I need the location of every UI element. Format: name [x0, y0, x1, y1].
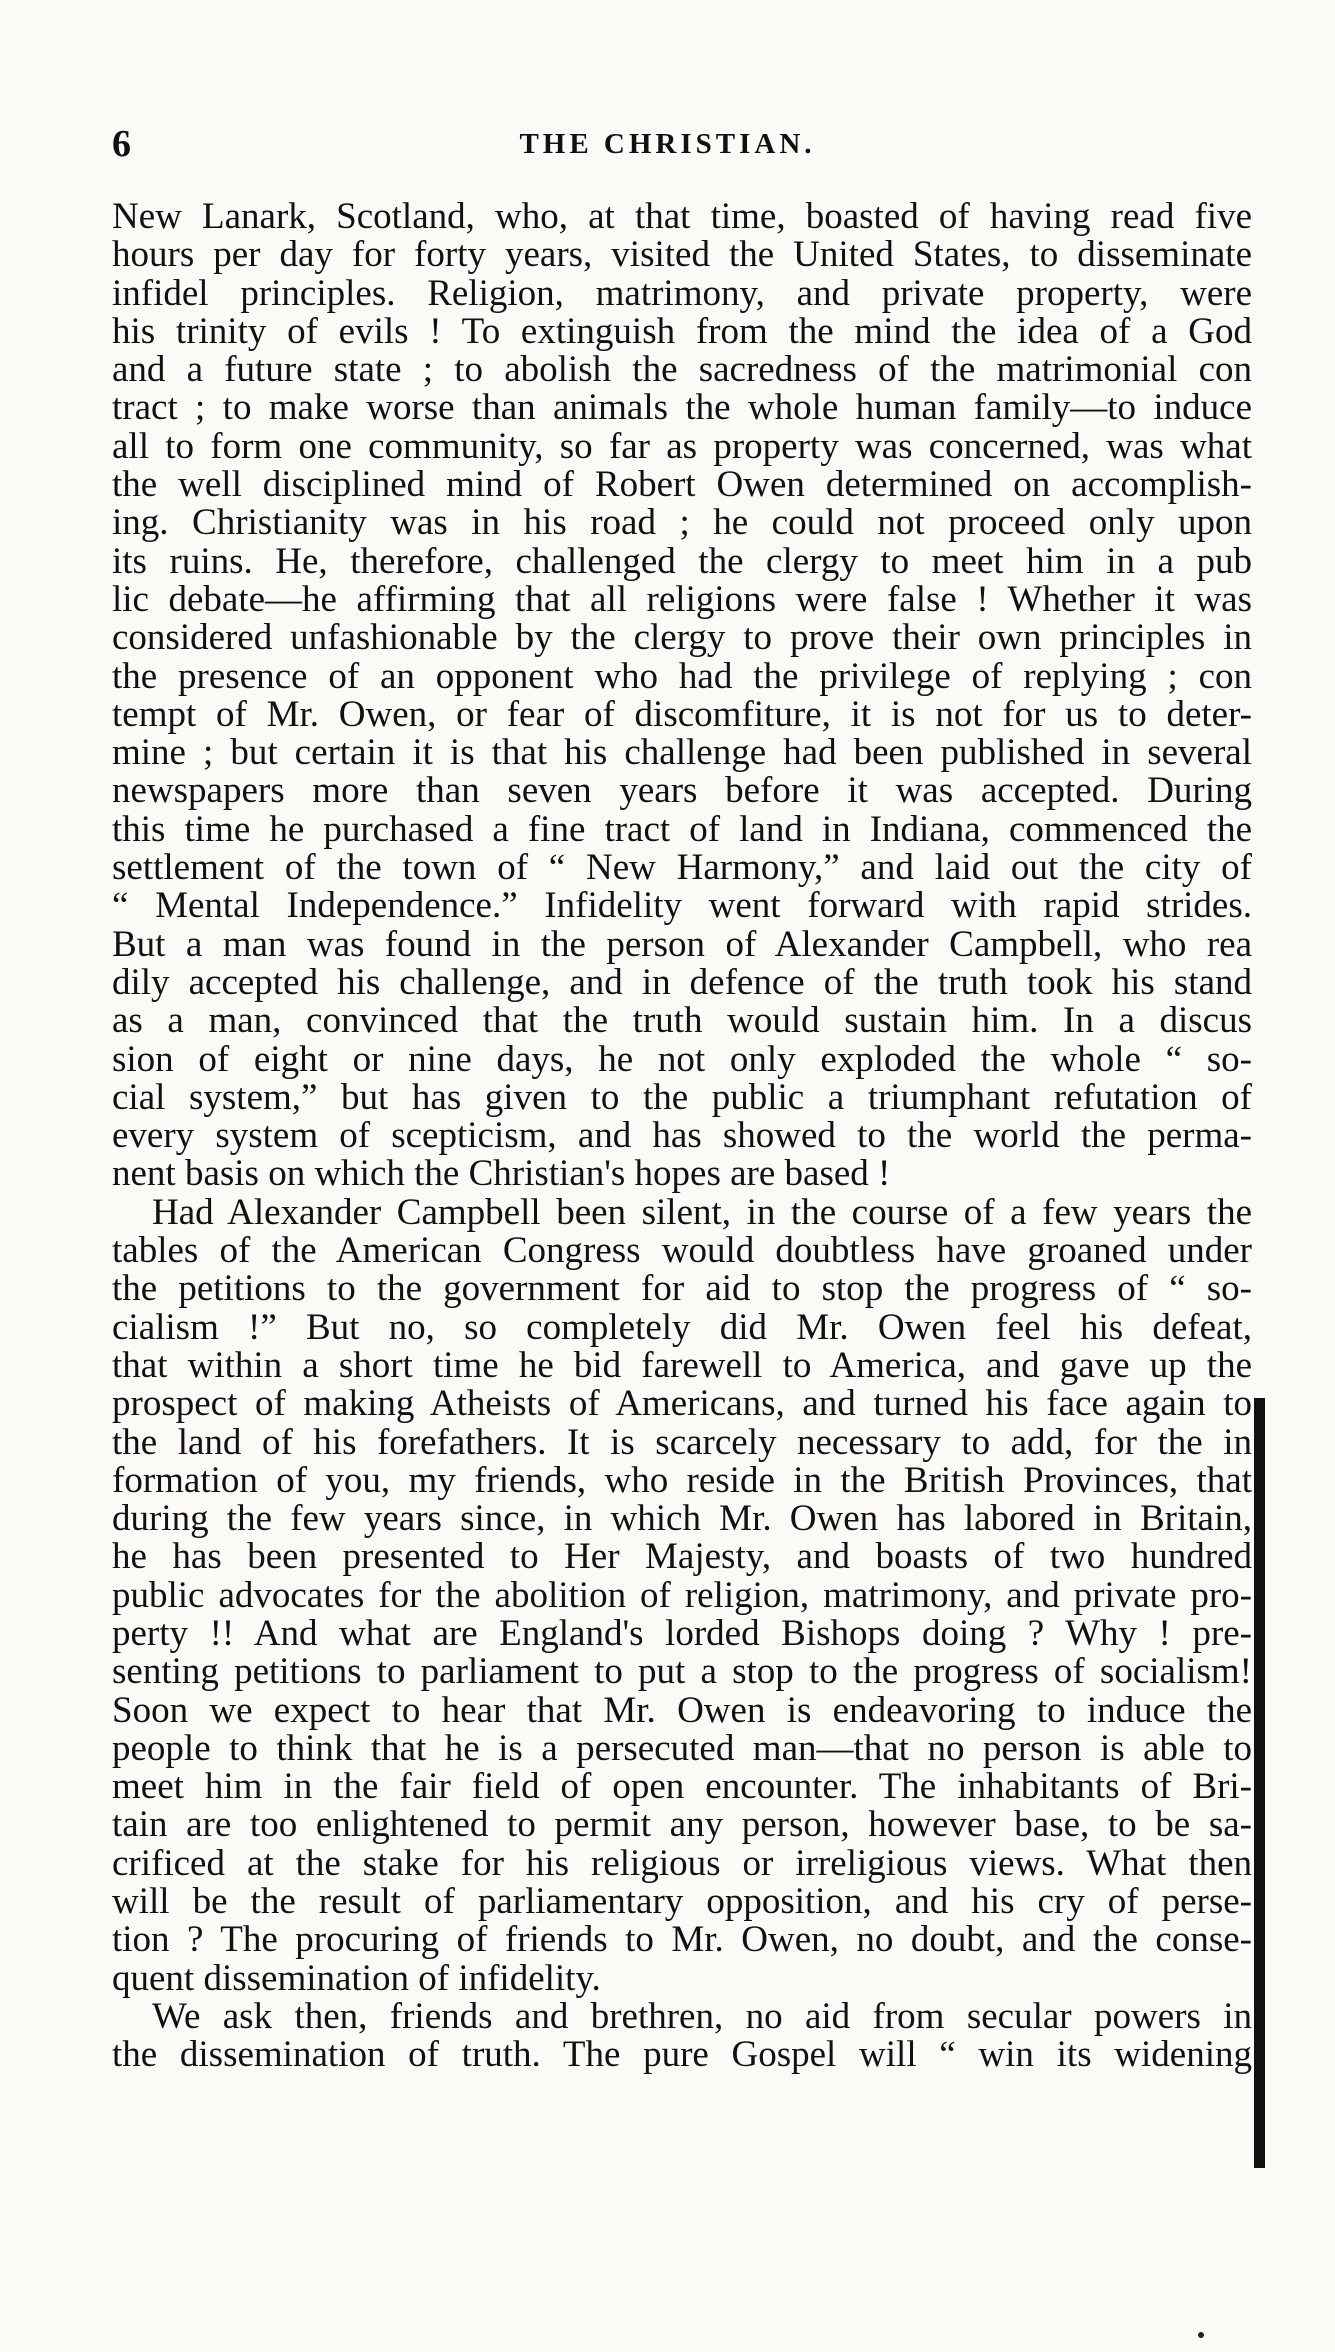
- text-line: mine ; but certain it is that his challenge had been published in several: [112, 732, 1252, 774]
- text-line: meet him in the fair field of open encounter. The inhabitants of Bri-: [112, 1766, 1252, 1808]
- text-line: its ruins. He, therefore, challenged the clergy to meet him in a pub: [112, 540, 1252, 582]
- text-line: nent basis on which the Christian's hopes are based !: [112, 1153, 891, 1195]
- text-line: Soon we expect to hear that Mr. Owen is endeavoring to induce the: [112, 1689, 1252, 1731]
- text-line: public advocates for the abolition of religion, matrimony, and private pro-: [112, 1574, 1252, 1616]
- text-line: tables of the American Congress would doubtless have groaned under: [112, 1230, 1252, 1272]
- text-line: New Lanark, Scotland, who, at that time, boasted of having read five: [112, 196, 1252, 237]
- text-line: his trinity of evils ! To extinguish from the mind the idea of a God: [112, 310, 1252, 352]
- ink-speck: [1198, 2332, 1204, 2338]
- text-line: people to think that he is a persecuted man—that no person is able to: [112, 1727, 1252, 1769]
- text-line: all to form one community, so far as property was concerned, was what: [112, 425, 1252, 467]
- text-line: crificed at the stake for his religious or irreligious views. What then: [112, 1842, 1252, 1884]
- text-line: lic debate—he affirming that all religions were false ! Whether it was: [112, 578, 1252, 620]
- text-line: during the few years since, in which Mr. Owen has labored in Britain,: [112, 1498, 1252, 1540]
- text-line: ing. Christianity was in his road ; he could not proceed only upon: [112, 502, 1252, 544]
- text-line: quent dissemination of infidelity.: [112, 1957, 601, 1999]
- text-line: formation of you, my friends, who reside in the British Provinces, that: [112, 1459, 1252, 1501]
- text-line: the presence of an opponent who had the privilege of replying ; con: [112, 655, 1252, 697]
- text-line: will be the result of parliamentary opposition, and his cry of perse-: [112, 1881, 1252, 1923]
- text-line: infidel principles. Religion, matrimony, and private property, were: [112, 272, 1252, 314]
- text-line: We ask then, friends and brethren, no aid from secular powers in: [152, 1995, 1252, 2037]
- text-line: and a future state ; to abolish the sacredness of the matrimonial con: [112, 349, 1252, 391]
- text-line: cial system,” but has given to the public a triumphant refutation of: [112, 1076, 1252, 1118]
- text-line: tain are too enlightened to permit any person, however base, to be sa-: [112, 1804, 1252, 1846]
- body-text: [112, 198, 1252, 2075]
- text-line: cialism !” But no, so completely did Mr. Owen feel his defeat,: [112, 1306, 1252, 1348]
- text-line: dily accepted his challenge, and in defence of the truth took his stand: [112, 961, 1252, 1003]
- text-line: prospect of making Atheists of Americans, and turned his face again to: [112, 1383, 1252, 1425]
- page-number: 6: [112, 123, 131, 165]
- text-line: the land of his forefathers. It is scarcely necessary to add, for the in: [112, 1421, 1252, 1463]
- text-line: this time he purchased a fine tract of land in Indiana, commenced the: [112, 808, 1252, 850]
- text-line: considered unfashionable by the clergy to prove their own principles in: [112, 617, 1252, 659]
- text-line: settlement of the town of “ New Harmony,” and laid out the city of: [112, 847, 1252, 889]
- text-line: tract ; to make worse than animals the whole human family—to induce: [112, 387, 1252, 429]
- text-line: tion ? The procuring of friends to Mr. Owen, no doubt, and the conse-: [112, 1919, 1252, 1961]
- binding-shadow: [1254, 1398, 1265, 2168]
- text-line: sion of eight or nine days, he not only exploded the whole “ so-: [112, 1038, 1252, 1080]
- text-line: newspapers more than seven years before it was accepted. During: [112, 770, 1252, 812]
- text-line: the well disciplined mind of Robert Owen determined on accomplish-: [112, 464, 1252, 506]
- text-line: But a man was found in the person of Alexander Campbell, who rea: [112, 923, 1252, 965]
- text-line: Had Alexander Campbell been silent, in the course of a few years the: [152, 1191, 1252, 1233]
- text-line: that within a short time he bid farewell to America, and gave up the: [112, 1344, 1252, 1386]
- text-line: senting petitions to parliament to put a stop to the progress of socialism!: [112, 1651, 1252, 1693]
- text-line: perty !! And what are England's lorded Bishops doing ? Why ! pre-: [112, 1612, 1252, 1654]
- text-line: the dissemination of truth. The pure Gospel will “ win its widening: [112, 2034, 1252, 2076]
- running-head: THE CHRISTIAN.: [519, 128, 816, 160]
- text-line: tempt of Mr. Owen, or fear of discomfiture, it is not for us to deter-: [112, 693, 1252, 735]
- text-line: hours per day for forty years, visited the United States, to disseminate: [112, 234, 1252, 276]
- text-line: as a man, convinced that the truth would sustain him. In a discus: [112, 1000, 1252, 1042]
- text-line: every system of scepticism, and has showed to the world the perma-: [112, 1115, 1252, 1157]
- text-line: “ Mental Independence.” Infidelity went forward with rapid strides.: [112, 885, 1252, 927]
- text-line: the petitions to the government for aid to stop the progress of “ so-: [112, 1268, 1252, 1310]
- text-line: he has been presented to Her Majesty, and boasts of two hundred: [112, 1536, 1252, 1578]
